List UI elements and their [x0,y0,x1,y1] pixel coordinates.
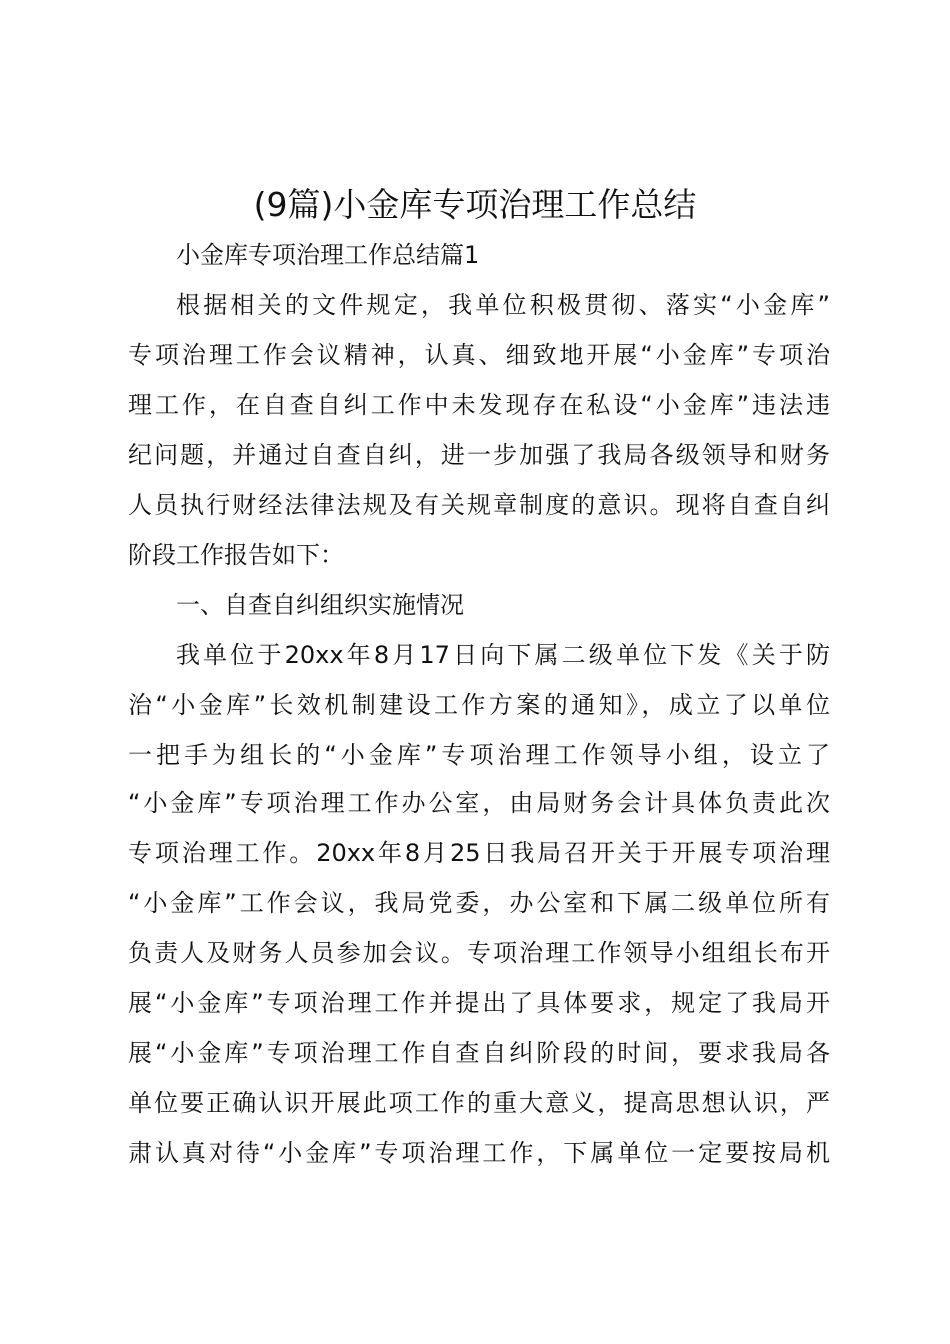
paragraph-line: 展“小金库”专项治理工作并提出了具体要求，规定了我局开 [128,989,830,1017]
paragraph-line: 阶段工作报告如下： [128,541,344,569]
paragraph-line: 治“小金库”长效机制建设工作方案的通知》，成立了以单位 [128,691,830,719]
section-subtitle: 小金库专项治理工作总结篇1 [176,241,480,269]
paragraph-line: 我单位于20xx年8月17日向下属二级单位下发《关于防 [176,641,830,669]
paragraph-line: 理工作，在自查自纠工作中未发现存在私设“小金库”违法违 [128,391,830,419]
paragraph-line: “小金库”专项治理工作办公室，由局财务会计具体负责此次 [128,789,830,817]
section-heading: 一、自查自纠组织实施情况 [176,591,464,619]
paragraph-line: 人员执行财经法律法规及有关规章制度的意识。现将自查自纠 [128,491,830,519]
paragraph-line: 专项治理工作。20xx年8月25日我局召开关于开展专项治理 [128,839,830,867]
paragraph-line: 纪问题，并通过自查自纠，进一步加强了我局各级领导和财务 [128,441,830,469]
document-title: (9篇)小金库专项治理工作总结 [253,185,697,224]
paragraph-line: 专项治理工作会议精神，认真、细致地开展“小金库”专项治 [128,341,830,369]
paragraph-line: 根据相关的文件规定，我单位积极贯彻、落实“小金库” [176,291,830,319]
paragraph-line: 肃认真对待“小金库”专项治理工作，下属单位一定要按局机 [128,1139,830,1167]
paragraph-line: 一把手为组长的“小金库”专项治理工作领导小组，设立了 [128,741,830,769]
paragraph-line: “小金库”工作会议，我局党委，办公室和下属二级单位所有 [128,889,830,917]
paragraph-line: 展“小金库”专项治理工作自查自纠阶段的时间，要求我局各 [128,1039,830,1067]
paragraph-line: 单位要正确认识开展此项工作的重大意义，提高思想认识，严 [128,1089,830,1117]
paragraph-line: 负责人及财务人员参加会议。专项治理工作领导小组组长布开 [128,939,830,967]
